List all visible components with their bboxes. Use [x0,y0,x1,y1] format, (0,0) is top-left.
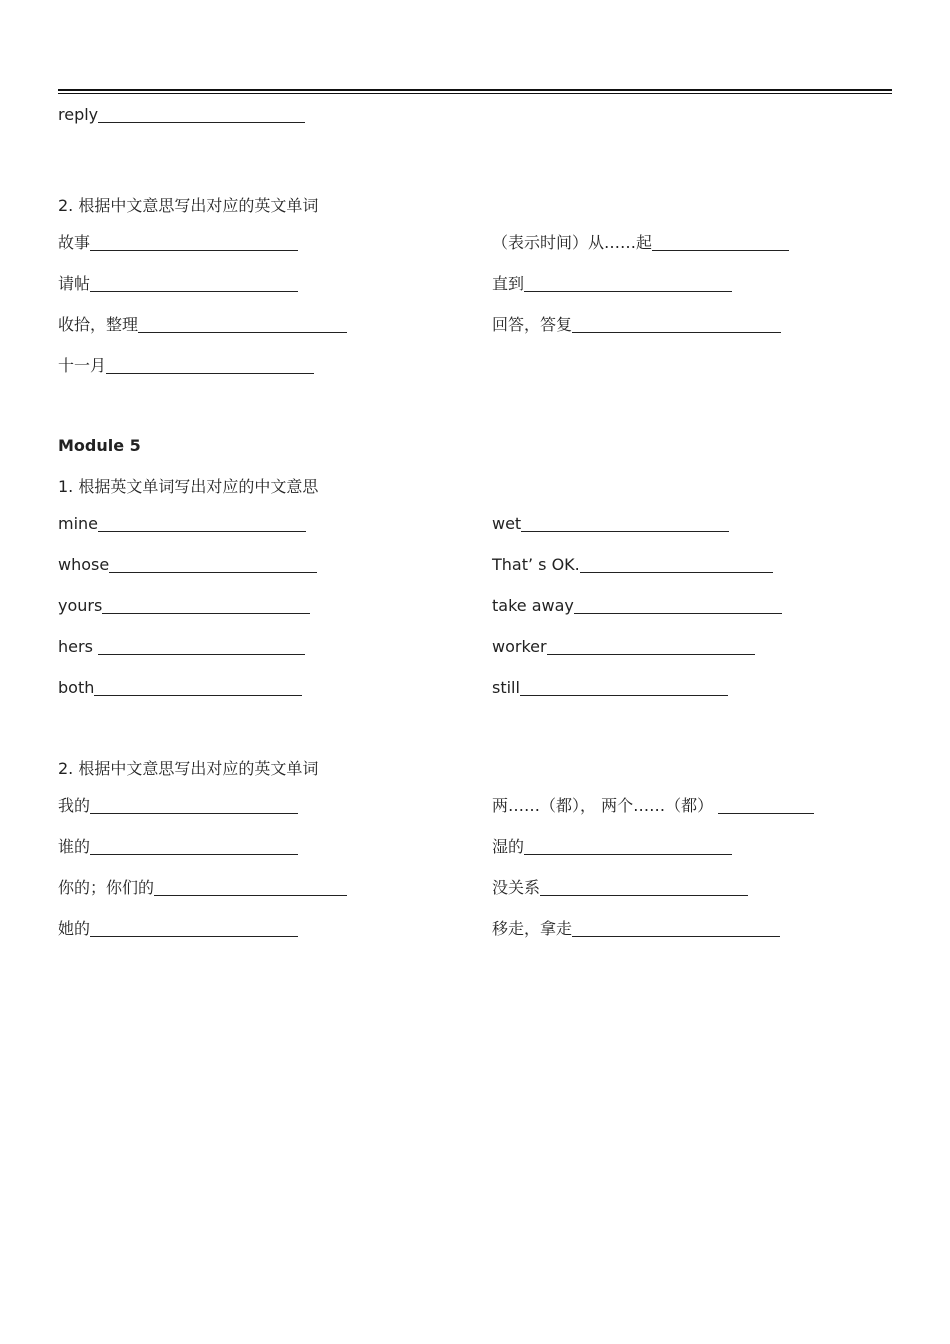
vocab-term: mine [58,514,99,533]
vocab-term: 没关系 [492,878,541,897]
vocab-item [58,274,298,294]
vocab-term: 两……（都）， 两个……（都） [492,796,719,815]
vocab-term: （表示时间）从……起 [492,233,653,252]
vocab-term: 回答，答复 [492,315,573,334]
vocab-item [58,678,302,698]
answer-blank[interactable] [90,838,298,855]
vocab-item [58,356,314,376]
vocab-term: take away [492,596,574,615]
answer-blank[interactable] [580,556,773,573]
vocab-item [58,596,310,616]
answer-blank[interactable] [109,556,317,573]
answer-blank[interactable] [90,797,298,814]
vocab-item [58,796,298,816]
vocab-term: 谁的 [58,837,91,856]
section-instruction: 2. 根据中文意思写出对应的英文单词 [58,196,319,215]
vocab-item [58,878,347,898]
vocab-term: 收拾，整理 [58,315,139,334]
header-rule-thin [58,93,892,94]
vocab-item [58,919,298,939]
answer-blank[interactable] [520,679,728,696]
vocab-item [492,315,781,335]
answer-blank[interactable] [574,597,782,614]
vocab-item [58,837,298,857]
vocab-term: 故事 [58,233,91,252]
vocab-term: 她的 [58,919,91,938]
header-rule-thick [58,89,892,91]
answer-blank[interactable] [547,638,755,655]
vocab-term: whose [58,555,110,574]
answer-blank[interactable] [524,838,732,855]
answer-blank[interactable] [652,234,789,251]
section-instruction: 1. 根据英文单词写出对应的中文意思 [58,477,319,496]
vocab-term: 请帖 [58,274,91,293]
vocab-item [58,637,305,657]
vocab-item [58,233,298,253]
answer-blank[interactable] [154,879,347,896]
vocab-item [58,315,347,335]
vocab-term: still [492,678,520,697]
answer-blank[interactable] [521,515,729,532]
vocab-term: That’ s OK. [492,555,580,574]
vocab-item [492,878,748,898]
vocab-term: both [58,678,95,697]
vocab-term: 你的；你们的 [58,878,155,897]
vocab-item [492,637,755,657]
answer-blank[interactable] [94,679,302,696]
vocab-item-reply [58,105,305,125]
vocab-item [58,555,317,575]
vocab-item [492,596,782,616]
vocab-term: hers [58,637,98,656]
answer-blank[interactable] [718,797,814,814]
answer-blank[interactable] [90,920,298,937]
answer-blank[interactable] [90,234,298,251]
vocab-item [492,796,814,816]
vocab-item [492,678,728,698]
vocab-item [492,837,732,857]
vocab-item [492,274,732,294]
vocab-term: 我的 [58,796,91,815]
answer-blank[interactable] [98,515,306,532]
vocab-term: wet [492,514,522,533]
answer-blank[interactable] [572,920,780,937]
answer-blank[interactable] [98,106,305,123]
answer-blank[interactable] [90,275,298,292]
vocab-item [58,514,306,534]
answer-blank[interactable] [572,316,781,333]
answer-blank[interactable] [102,597,310,614]
answer-blank[interactable] [106,357,314,374]
answer-blank[interactable] [524,275,732,292]
vocab-term: 十一月 [58,356,107,375]
vocab-term: yours [58,596,103,615]
answer-blank[interactable] [138,316,347,333]
answer-blank[interactable] [98,638,305,655]
vocab-item [492,233,789,253]
vocab-item [492,919,780,939]
vocab-term: reply [58,105,99,124]
section-instruction: 2. 根据中文意思写出对应的英文单词 [58,759,319,778]
vocab-item [492,555,773,575]
module-title: Module 5 [58,436,141,455]
vocab-term: worker [492,637,547,656]
answer-blank[interactable] [540,879,748,896]
vocab-term: 移走，拿走 [492,919,573,938]
vocab-term: 湿的 [492,837,525,856]
vocab-term: 直到 [492,274,525,293]
vocab-item [492,514,729,534]
